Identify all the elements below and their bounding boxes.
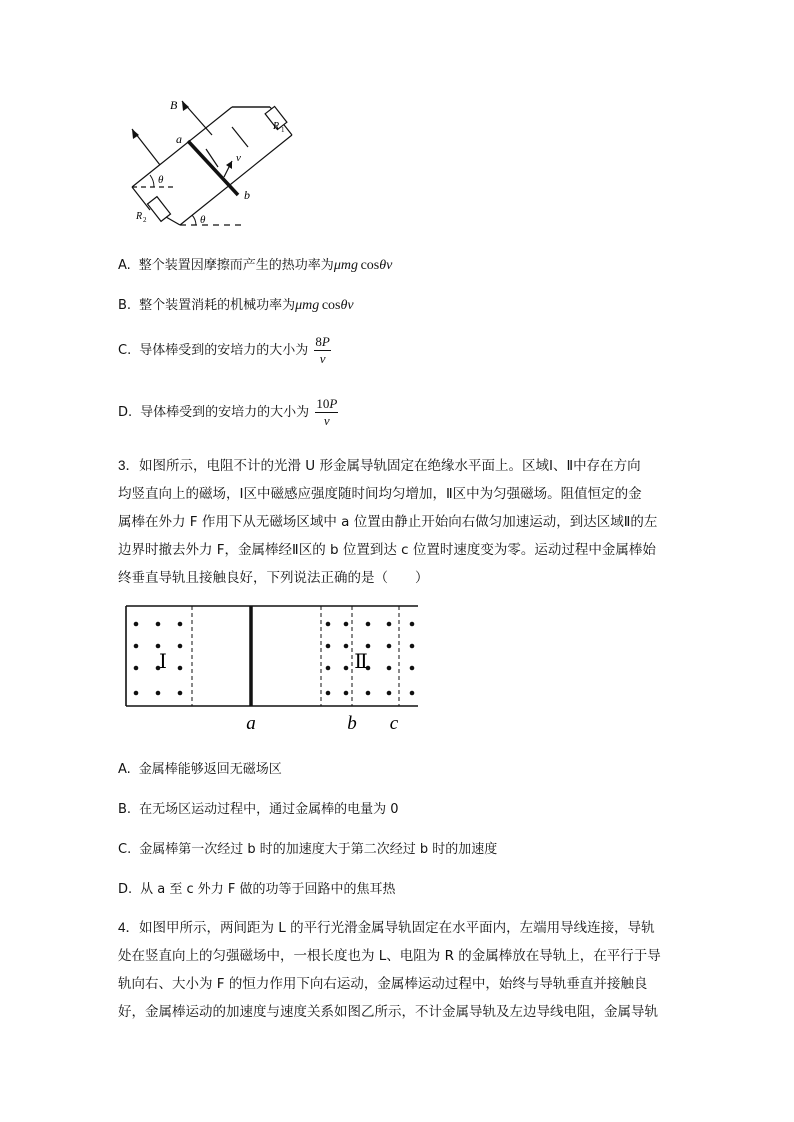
q2-option-d[interactable]: D. 导体棒受到的安培力的大小为 $\frac{10P}{v}$ [118,396,338,428]
field-dot [178,622,183,627]
field-dot [410,622,415,627]
region-1-label: Ⅰ [159,651,167,673]
q3-line-5: 终垂直导轨且接触良好，下列说法正确的是（ ） [118,570,429,586]
q3-stem [118,452,678,592]
field-dot [178,644,183,649]
field-dot [387,644,392,649]
label-R1: R [273,121,280,132]
label-v: v [236,152,241,164]
field-dot [344,666,349,671]
field-dots [134,622,415,696]
field-dot [326,622,331,627]
q4-line-4: 好，金属棒运动的加速度与速度关系如图乙所示，不计金属导轨及左边导线电阻，金属导轨 [118,1004,658,1020]
q3-line-4: 边界时撤去外力 F，金属棒经Ⅱ区的 b 位置到达 c 位置时速度变为零。运动过程中金属棒始 [118,542,656,558]
field-dot [410,666,415,671]
q3-option-d[interactable]: D. 从 a 至 c 外力 F 做的功等于回路中的焦耳热 [118,882,396,897]
fraction-10p-v: $\frac{10P}{v}$ [316,396,338,428]
fraction-8p-v: $\frac{8P}{v}$ [315,334,330,366]
label-R1-sub: 1 [281,126,285,134]
field-dot [156,622,161,627]
label-theta-2: θ [200,214,206,226]
field-dot [134,644,139,649]
q4-line-1: 4．如图甲所示，两间距为 L 的平行光滑金属导轨固定在水平面内，左端用导线连接，导轨 [118,920,655,936]
field-dot [326,691,331,696]
position-b-label: b [347,713,357,734]
field-dot [410,691,415,696]
field-dot [366,644,371,649]
position-a-label: a [246,713,256,734]
q3-line-3: 属棒在外力 F 作用下从无磁场区域中 a 位置由静止开始向右做匀加速运动，到达区域Ⅱ的左 [118,514,658,530]
field-dot [134,622,139,627]
field-dot [344,691,349,696]
region-2-label: Ⅱ [354,651,368,673]
q3-option-a[interactable]: A. 金属棒能够返回无磁场区 [118,762,282,777]
label-R2-sub: 2 [143,216,147,224]
figure-inclined-rails [120,95,320,230]
field-dot [344,622,349,627]
position-c-label: c [389,713,399,734]
field-dot [178,691,183,696]
q3-option-b[interactable]: B. 在无场区运动过程中，通过金属棒的电量为 0 [118,802,399,817]
field-dot [134,691,139,696]
field-dot [387,691,392,696]
field-dot [410,644,415,649]
label-b: b [244,188,250,202]
q2-option-a[interactable]: A. 整个装置因摩擦而产生的热功率为μmg cosθv [118,258,393,273]
figure-u-rails [118,598,428,738]
field-dot [178,666,183,671]
label-a: a [176,132,182,146]
label-theta-1: θ [158,174,164,186]
field-dot [344,644,349,649]
q2-option-b[interactable]: B. 整个装置消耗的机械功率为μmg cosθv [118,298,354,313]
q4-line-2: 处在竖直向上的匀强磁场中，一根长度也为 L、电阻为 R 的金属棒放在导轨上，在平行于导 [118,948,661,964]
q4-stem [118,914,678,1026]
q3-line-1: 3．如图所示，电阻不计的光滑 U 形金属导轨固定在绝缘水平面上。区域Ⅰ、Ⅱ中存在方向 [118,458,641,474]
field-dot [156,691,161,696]
field-dot [134,666,139,671]
label-R2: R [136,211,143,222]
field-dot [387,622,392,627]
field-dot [326,666,331,671]
label-B: B [170,98,178,112]
field-dot [366,622,371,627]
field-dot [326,644,331,649]
field-dot [387,666,392,671]
field-dot [366,691,371,696]
q4-line-3: 轨向右、大小为 F 的恒力作用下向右运动，金属棒运动过程中，始终与导轨垂直并接触良 [118,976,648,992]
q3-line-2: 均竖直向上的磁场，Ⅰ区中磁感应强度随时间均匀增加，Ⅱ区中为匀强磁场。阻值恒定的金 [118,486,642,502]
field-dot [156,644,161,649]
q2-option-c[interactable]: C. 导体棒受到的安培力的大小为 $\frac{8P}{v}$ [118,334,330,366]
q3-option-c[interactable]: C. 金属棒第一次经过 b 时的加速度大于第二次经过 b 时的加速度 [118,842,498,857]
